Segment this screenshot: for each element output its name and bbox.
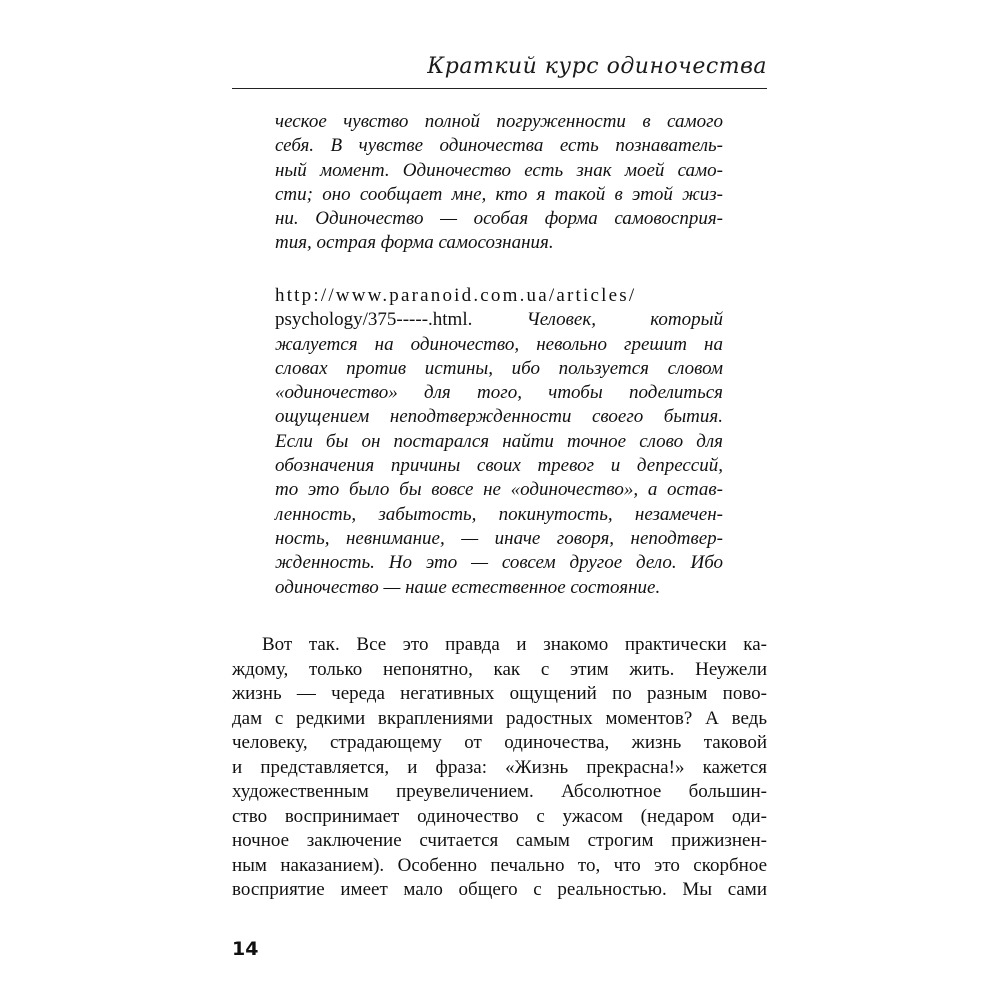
source-url-link[interactable]: http://www.paranoid.com.ua/articles/ bbox=[275, 285, 637, 306]
quote-line: ный момент. Одиночество есть знак моей само- bbox=[275, 159, 723, 181]
body-line: восприятие имеет мало общего с реальностью. Мы сами bbox=[232, 879, 767, 900]
body-line: жизнь — череда негативных ощущений по разным пово- bbox=[232, 683, 767, 704]
quote-line: одиночество — наше естественное состояние. bbox=[275, 576, 661, 598]
body-line: ночное заключение считается самым строгим прижизнен- bbox=[232, 830, 767, 851]
quote-line: себя. В чувстве одиночества есть познаватель- bbox=[275, 135, 723, 157]
quote-line: сти; оно сообщает мне, кто я такой в этой жиз- bbox=[275, 183, 723, 205]
body-line: ство воспринимает одиночество с ужасом (недаром оди- bbox=[232, 805, 767, 827]
quote-line bbox=[275, 308, 723, 332]
body-paragraph bbox=[232, 633, 767, 903]
quote-block-2 bbox=[275, 284, 723, 600]
quote-line: ленность, забытость, покинутость, незамечен- bbox=[275, 503, 723, 525]
quote-line: словах против истины, ибо пользуется словом bbox=[275, 357, 723, 379]
quote-line: жденность. Но это — совсем другое дело. Ибо bbox=[275, 552, 723, 574]
quote-line: ощущением неподтвержденности своего бытия. bbox=[275, 406, 723, 428]
quote-line: то это было бы вовсе не «одиночество», а остав- bbox=[275, 479, 723, 501]
quote-line-rest: Человек, который bbox=[526, 309, 723, 331]
body-line: человеку, страдающему от одиночества, жизнь таковой bbox=[232, 732, 767, 753]
quote-line: жалуется на одиночество, невольно грешит на bbox=[275, 333, 723, 355]
body-line: дам с редкими вкраплениями радостных моментов? А ведь bbox=[232, 707, 767, 729]
running-head: Краткий курс одиночества bbox=[427, 54, 767, 79]
quote-line: Если бы он постарался найти точное слово для bbox=[275, 430, 723, 452]
body-line: Вот так. Все это правда и знакомо практически ка- bbox=[262, 634, 767, 655]
quote-line: ни. Одиночество — особая форма самовосприя- bbox=[275, 208, 723, 230]
body-line: и представляется, и фраза: «Жизнь прекрасна!» кажется bbox=[232, 756, 767, 778]
quote-line: ческое чувство полной погруженности в самого bbox=[275, 111, 723, 132]
header-rule bbox=[232, 88, 767, 89]
body-line: ным наказанием). Особенно печально то, что это скорбное bbox=[232, 854, 767, 876]
source-url-tail[interactable]: psychology/375-----.html. bbox=[275, 309, 473, 331]
quote-line: «одиночество» для того, чтобы поделиться bbox=[275, 382, 723, 404]
page-number: 14 bbox=[232, 938, 259, 960]
quote-line: тия, острая форма самосознания. bbox=[275, 232, 554, 254]
quote-block-1 bbox=[275, 110, 723, 256]
body-line: художественным преувеличением. Абсолютное большин- bbox=[232, 781, 767, 802]
quote-line: обозначения причины своих тревог и депрессий, bbox=[275, 455, 723, 477]
body-line: ждому, только непонятно, как с этим жить. Неужели bbox=[232, 658, 767, 680]
quote-line: ность, невнимание, — иначе говоря, неподтвер- bbox=[275, 527, 723, 549]
